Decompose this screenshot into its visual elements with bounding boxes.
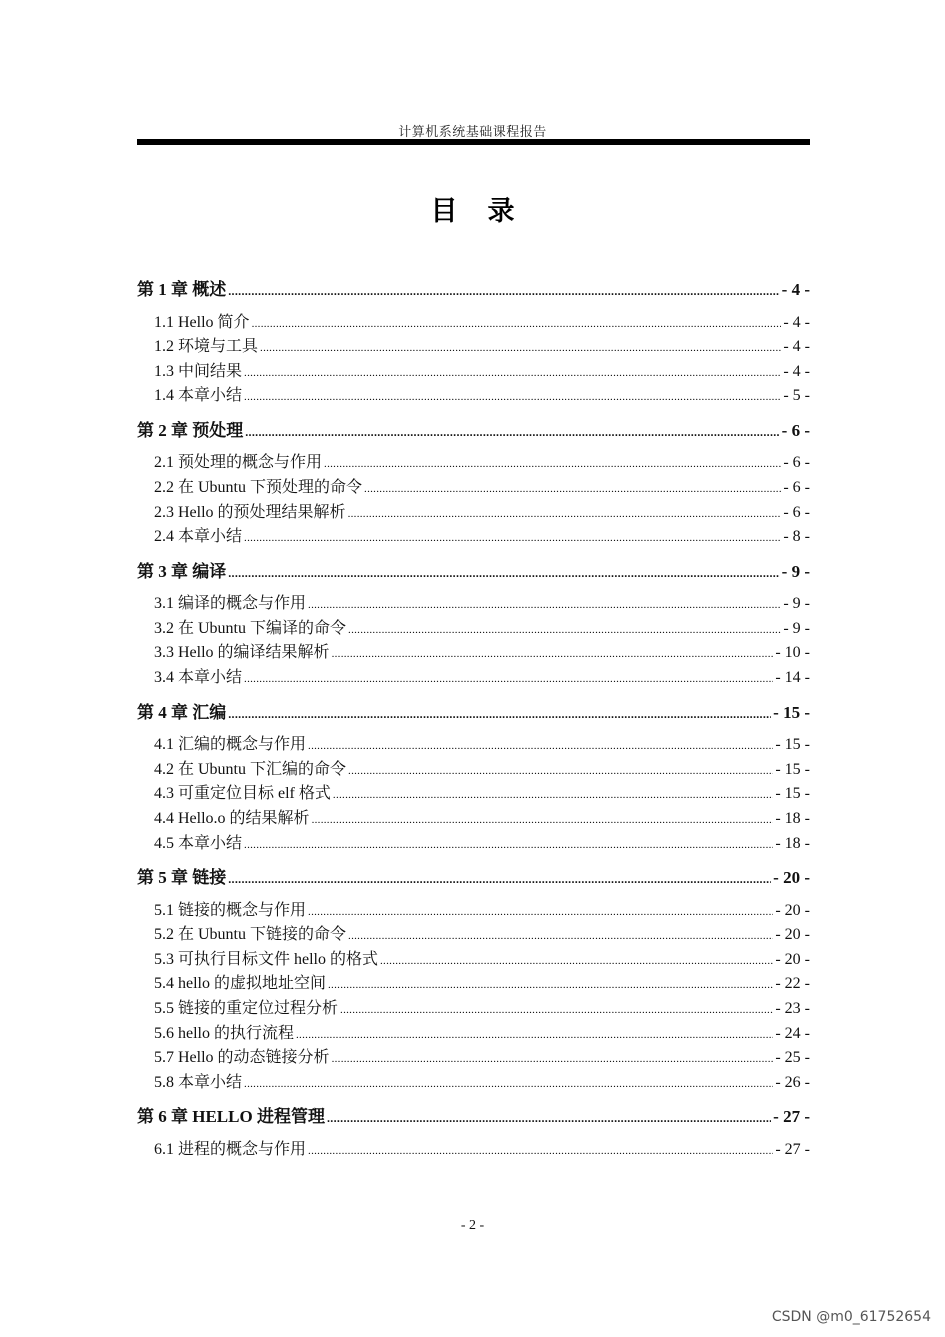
dot-leader (244, 387, 781, 405)
toc-section-entry[interactable] (137, 1044, 810, 1069)
dot-leader (228, 280, 779, 300)
dot-leader (245, 421, 779, 441)
toc-entry-page: - 15 - (775, 785, 810, 803)
dot-leader (332, 1049, 774, 1067)
toc-chapter-entry[interactable] (137, 275, 810, 300)
toc-entry-title: 3.3 Hello 的编译结果解析 (154, 644, 330, 662)
toc-entry-page: - 8 - (783, 528, 810, 546)
toc-entry-page: - 9 - (783, 619, 810, 637)
toc-entry-page: - 20 - (775, 926, 810, 944)
watermark: CSDN @m0_61752654 (771, 1309, 931, 1325)
toc-entry-title: 1.4 本章小结 (154, 387, 243, 405)
toc-section-entry[interactable] (137, 615, 810, 640)
toc-section-entry[interactable] (137, 731, 810, 756)
toc-entry-page: - 10 - (775, 644, 810, 662)
toc-section-entry[interactable] (137, 499, 810, 524)
dot-leader (308, 595, 781, 613)
toc-entry-page: - 4 - (781, 280, 810, 299)
toc-section-entry[interactable] (137, 358, 810, 383)
dot-leader (333, 785, 773, 803)
toc-entry-title: 第 1 章 概述 (137, 280, 227, 299)
toc-entry-page: - 4 - (783, 313, 810, 331)
toc-entry-title: 第 5 章 链接 (137, 868, 227, 888)
toc-entry-title: 2.1 预处理的概念与作用 (154, 454, 323, 472)
toc-entry-title: 6.1 进程的概念与作用 (154, 1140, 307, 1158)
dot-leader (327, 1107, 771, 1127)
toc-entry-page: - 20 - (775, 950, 810, 968)
toc-chapter-entry[interactable] (137, 698, 810, 723)
toc-entry-title: 5.3 可执行目标文件 hello 的格式 (154, 950, 378, 968)
toc-entry-title: 5.8 本章小结 (154, 1073, 243, 1091)
toc-entry-page: - 15 - (775, 736, 810, 754)
toc-entry-title: 5.4 hello 的虚拟地址空间 (154, 975, 326, 993)
dot-leader (308, 1141, 773, 1159)
toc-section-entry[interactable] (137, 1069, 810, 1094)
toc-section-entry[interactable] (137, 921, 810, 946)
toc-section-entry[interactable] (137, 897, 810, 922)
toc-entry-title: 3.4 本章小结 (154, 669, 243, 687)
toc-entry-page: - 27 - (773, 1107, 810, 1127)
dot-leader (340, 1000, 773, 1018)
toc-entry-title: 1.2 环境与工具 (154, 338, 259, 356)
toc-entry-title: 4.3 可重定位目标 elf 格式 (154, 785, 331, 803)
toc-entry-page: - 4 - (783, 362, 810, 380)
toc-entry-title: 第 2 章 预处理 (137, 420, 244, 440)
dot-leader (260, 338, 781, 356)
toc-section-entry[interactable] (137, 1020, 810, 1045)
dot-leader (324, 454, 781, 472)
toc-entry-title: 4.4 Hello.o 的结果解析 (154, 809, 310, 827)
dot-leader (244, 528, 781, 546)
dot-leader (380, 951, 773, 969)
toc-entry-page: - 23 - (775, 999, 810, 1017)
toc-entry-page: - 26 - (775, 1073, 810, 1091)
page-number: - 2 - (460, 1218, 485, 1233)
toc-chapter-entry[interactable] (137, 416, 810, 441)
toc-section-entry[interactable] (137, 639, 810, 664)
table-of-contents (137, 275, 810, 1160)
dot-leader (228, 562, 779, 582)
toc-entry-title: 第 3 章 编译 (137, 561, 227, 581)
toc-entry-page: - 14 - (775, 669, 810, 687)
toc-entry-title: 3.1 编译的概念与作用 (154, 595, 307, 613)
toc-section-entry[interactable] (137, 590, 810, 615)
toc-entry-page: - 20 - (773, 868, 810, 888)
toc-section-entry[interactable] (137, 664, 810, 689)
toc-entry-title: 1.1 Hello 简介 (154, 313, 250, 331)
dot-leader (252, 314, 782, 332)
dot-leader (328, 975, 773, 993)
toc-section-entry[interactable] (137, 333, 810, 358)
dot-leader (228, 703, 771, 723)
toc-entry-title: 第 4 章 汇编 (137, 702, 227, 722)
toc-entry-page: - 18 - (775, 809, 810, 827)
toc-entry-page: - 6 - (781, 420, 810, 440)
dot-leader (244, 669, 773, 687)
header-rule (137, 139, 810, 145)
toc-entry-title: 2.3 Hello 的预处理结果解析 (154, 503, 346, 521)
toc-section-entry[interactable] (137, 523, 810, 548)
toc-entry-page: - 15 - (773, 702, 810, 722)
toc-entry-page: - 5 - (783, 387, 810, 405)
toc-entry-title: 2.2 在 Ubuntu 下预处理的命令 (154, 478, 363, 496)
toc-section-entry[interactable] (137, 830, 810, 855)
toc-section-entry[interactable] (137, 970, 810, 995)
toc-chapter-entry[interactable] (137, 863, 810, 888)
toc-entry-title: 1.3 中间结果 (154, 362, 243, 380)
toc-entry-title: 5.6 hello 的执行流程 (154, 1024, 294, 1042)
running-header: 计算机系统基础课程报告 (398, 124, 547, 139)
toc-entry-page: - 4 - (783, 338, 810, 356)
toc-entry-title: 5.2 在 Ubuntu 下链接的命令 (154, 926, 347, 944)
dot-leader (308, 902, 773, 920)
toc-entry-title: 5.1 链接的概念与作用 (154, 901, 307, 919)
toc-entry-page: - 18 - (775, 834, 810, 852)
toc-entry-page: - 25 - (775, 1049, 810, 1067)
toc-entry-page: - 27 - (775, 1140, 810, 1158)
toc-entry-title: 3.2 在 Ubuntu 下编译的命令 (154, 619, 347, 637)
toc-entry-page: - 24 - (775, 1024, 810, 1042)
toc-section-entry[interactable] (137, 382, 810, 407)
toc-entry-page: - 22 - (775, 975, 810, 993)
toc-section-entry[interactable] (137, 805, 810, 830)
toc-entry-title: 2.4 本章小结 (154, 528, 243, 546)
toc-entry-title: 4.5 本章小结 (154, 834, 243, 852)
dot-leader (244, 1074, 773, 1092)
toc-entry-title: 5.5 链接的重定位过程分析 (154, 999, 339, 1017)
dot-leader (296, 1025, 773, 1043)
toc-section-entry[interactable] (137, 756, 810, 781)
toc-section-entry[interactable] (137, 780, 810, 805)
toc-entry-title: 4.1 汇编的概念与作用 (154, 736, 307, 754)
toc-section-entry[interactable] (137, 474, 810, 499)
dot-leader (348, 926, 773, 944)
toc-entry-page: - 9 - (781, 561, 810, 581)
toc-section-entry[interactable] (137, 946, 810, 971)
dot-leader (348, 504, 782, 522)
toc-section-entry[interactable] (137, 449, 810, 474)
toc-entry-page: - 6 - (783, 478, 810, 496)
toc-entry-page: - 6 - (783, 503, 810, 521)
toc-entry-title: 4.2 在 Ubuntu 下汇编的命令 (154, 760, 347, 778)
toc-entry-title: 5.7 Hello 的动态链接分析 (154, 1049, 330, 1067)
toc-entry-page: - 20 - (775, 901, 810, 919)
dot-leader (332, 644, 774, 662)
dot-leader (244, 363, 781, 381)
dot-leader (308, 736, 773, 754)
dot-leader (348, 620, 781, 638)
dot-leader (348, 761, 773, 779)
toc-heading: 目录 (430, 196, 545, 227)
toc-chapter-entry[interactable] (137, 1102, 810, 1127)
toc-entry-page: - 9 - (783, 595, 810, 613)
toc-section-entry[interactable] (137, 309, 810, 334)
dot-leader (312, 810, 774, 828)
dot-leader (228, 868, 771, 888)
toc-entry-title: 第 6 章 HELLO 进程管理 (137, 1107, 325, 1127)
toc-section-entry[interactable] (137, 995, 810, 1020)
toc-section-entry[interactable] (137, 1136, 810, 1161)
toc-entry-page: - 15 - (775, 760, 810, 778)
dot-leader (364, 479, 781, 497)
dot-leader (244, 835, 773, 853)
toc-chapter-entry[interactable] (137, 557, 810, 582)
toc-entry-page: - 6 - (783, 454, 810, 472)
